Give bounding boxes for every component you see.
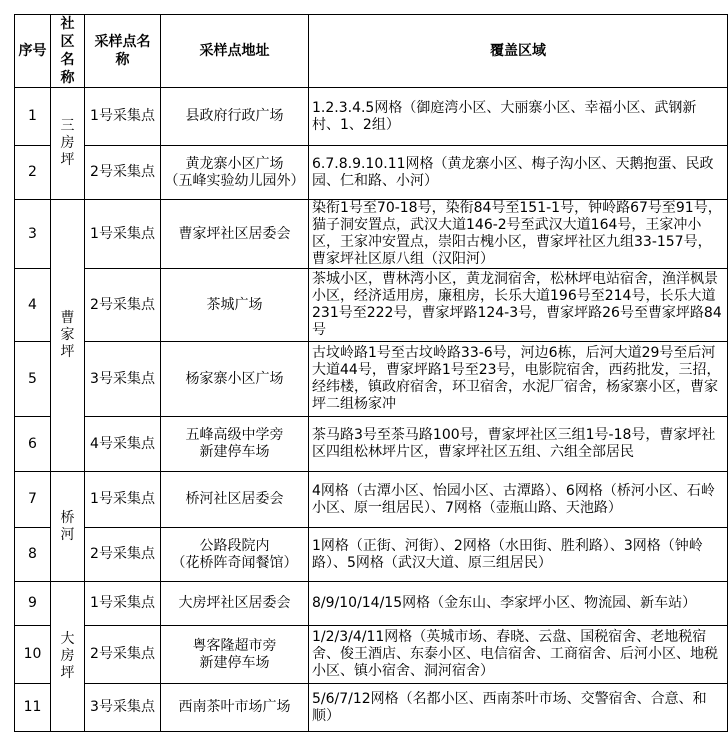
sampling-point-name: 4号采集点 xyxy=(85,417,161,472)
row-number: 11 xyxy=(15,684,51,732)
table-row xyxy=(15,684,728,732)
table-row xyxy=(15,626,728,684)
sampling-point-address: 西南茶叶市场广场 xyxy=(161,684,309,732)
coverage-area: 1/2/3/4/11网格（英城市场、春晓、云盘、国税宿舍、老地税宿舍、俊王酒店、东泰小区、电信宿舍、工商宿舍、后河小区、地税小区、镇小宿舍、洞河宿舍） xyxy=(309,626,728,684)
table-row xyxy=(15,472,728,528)
coverage-area: 茶马路3号至茶马路100号，曹家坪社区三组1号-18号，曹家坪社区四组松林坪片区，曹家坪社区五组、六组全部居民 xyxy=(309,417,728,472)
header-coverage: 覆盖区域 xyxy=(309,15,728,88)
row-number: 8 xyxy=(15,528,51,582)
coverage-area: 茶城小区，曹林湾小区，黄龙洞宿舍，松林坪电站宿舍，渔洋枫景小区，经济适用房，廉租房，长乐大道196号至214号，长乐大道231号至222号，曹家坪路124-3号，曹家坪路26号至曹家坪路84号 xyxy=(309,269,728,342)
table-row xyxy=(15,342,728,417)
table-header-row xyxy=(15,15,728,88)
coverage-area: 1.2.3.4.5网格（御庭湾小区、大丽寨小区、幸福小区、武钢新村、1、2组） xyxy=(309,88,728,146)
coverage-area: 4网格（古潭小区、怡园小区、古潭路）、6网格（桥河小区、石岭小区、原一组居民）、7网格（壶瓶山路、天池路） xyxy=(309,472,728,528)
table-row xyxy=(15,200,728,269)
community-name: 大房坪 xyxy=(51,582,85,732)
row-number: 2 xyxy=(15,146,51,200)
coverage-area: 染衔1号至70-18号，染衔84号至151-1号，钟岭路67号至91号，猫子洞安置点，武汉大道146-2号至武汉大道164号，王家冲小区，王家冲安置点，崇阳古槐小区，曹家坪社区九组33-157号，曹家坪社区原八组（汉阳河） xyxy=(309,200,728,269)
sampling-point-name: 2号采集点 xyxy=(85,626,161,684)
table-row xyxy=(15,528,728,582)
sampling-point-name: 3号采集点 xyxy=(85,684,161,732)
header-address: 采样点地址 xyxy=(161,15,309,88)
table-row xyxy=(15,582,728,626)
sampling-point-address: 曹家坪社区居委会 xyxy=(161,200,309,269)
table-row xyxy=(15,269,728,342)
row-number: 6 xyxy=(15,417,51,472)
sampling-point-name: 2号采集点 xyxy=(85,269,161,342)
sampling-point-name: 3号采集点 xyxy=(85,342,161,417)
row-number: 4 xyxy=(15,269,51,342)
header-community: 社区名称 xyxy=(51,15,85,88)
table-row xyxy=(15,88,728,146)
row-number: 5 xyxy=(15,342,51,417)
sampling-point-address: 公路段院内 （花桥阵奇闻餐馆） xyxy=(161,528,309,582)
sampling-point-name: 2号采集点 xyxy=(85,528,161,582)
community-name: 桥河 xyxy=(51,472,85,582)
coverage-area: 5/6/7/12网格（名都小区、西南茶叶市场、交警宿舍、合意、和顺） xyxy=(309,684,728,732)
coverage-area: 1网格（正街、河街）、2网格（水田街、胜利路）、3网格（钟岭路）、5网格（武汉大道、原三组居民） xyxy=(309,528,728,582)
coverage-area: 古坟岭路1号至古坟岭路33-6号，河边6栋，后河大道29号至后河大道44号，曹家坪路1号至23号，电影院宿舍，西药批发，三招，经纬楼，镇政府宿舍，环卫宿舍，水泥厂宿舍，杨家寨小区，曹家坪二组杨家冲 xyxy=(309,342,728,417)
coverage-area: 8/9/10/14/15网格（金东山、李家坪小区、物流园、新车站） xyxy=(309,582,728,626)
sampling-point-name: 2号采集点 xyxy=(85,146,161,200)
sampling-point-name: 1号采集点 xyxy=(85,200,161,269)
sampling-point-address: 杨家寨小区广场 xyxy=(161,342,309,417)
sampling-point-address: 粤客隆超市旁 新建停车场 xyxy=(161,626,309,684)
row-number: 9 xyxy=(15,582,51,626)
sampling-point-table xyxy=(14,14,728,732)
row-number: 3 xyxy=(15,200,51,269)
coverage-area: 6.7.8.9.10.11网格（黄龙寨小区、梅子沟小区、天鹅抱蛋、民政园、仁和路、小河） xyxy=(309,146,728,200)
community-name: 三房坪 xyxy=(51,88,85,200)
table-row xyxy=(15,417,728,472)
sampling-point-address: 县政府行政广场 xyxy=(161,88,309,146)
row-number: 7 xyxy=(15,472,51,528)
sampling-point-name: 1号采集点 xyxy=(85,582,161,626)
sampling-point-address: 黄龙寨小区广场 （五峰实验幼儿园外） xyxy=(161,146,309,200)
sampling-point-address: 桥河社区居委会 xyxy=(161,472,309,528)
sampling-point-address: 大房坪社区居委会 xyxy=(161,582,309,626)
sampling-point-name: 1号采集点 xyxy=(85,88,161,146)
header-point-name: 采样点名称 xyxy=(85,15,161,88)
header-no: 序号 xyxy=(15,15,51,88)
table-row xyxy=(15,146,728,200)
sampling-point-address: 五峰高级中学旁 新建停车场 xyxy=(161,417,309,472)
row-number: 10 xyxy=(15,626,51,684)
community-name: 曹家坪 xyxy=(51,200,85,472)
sampling-point-address: 茶城广场 xyxy=(161,269,309,342)
sampling-point-name: 1号采集点 xyxy=(85,472,161,528)
row-number: 1 xyxy=(15,88,51,146)
